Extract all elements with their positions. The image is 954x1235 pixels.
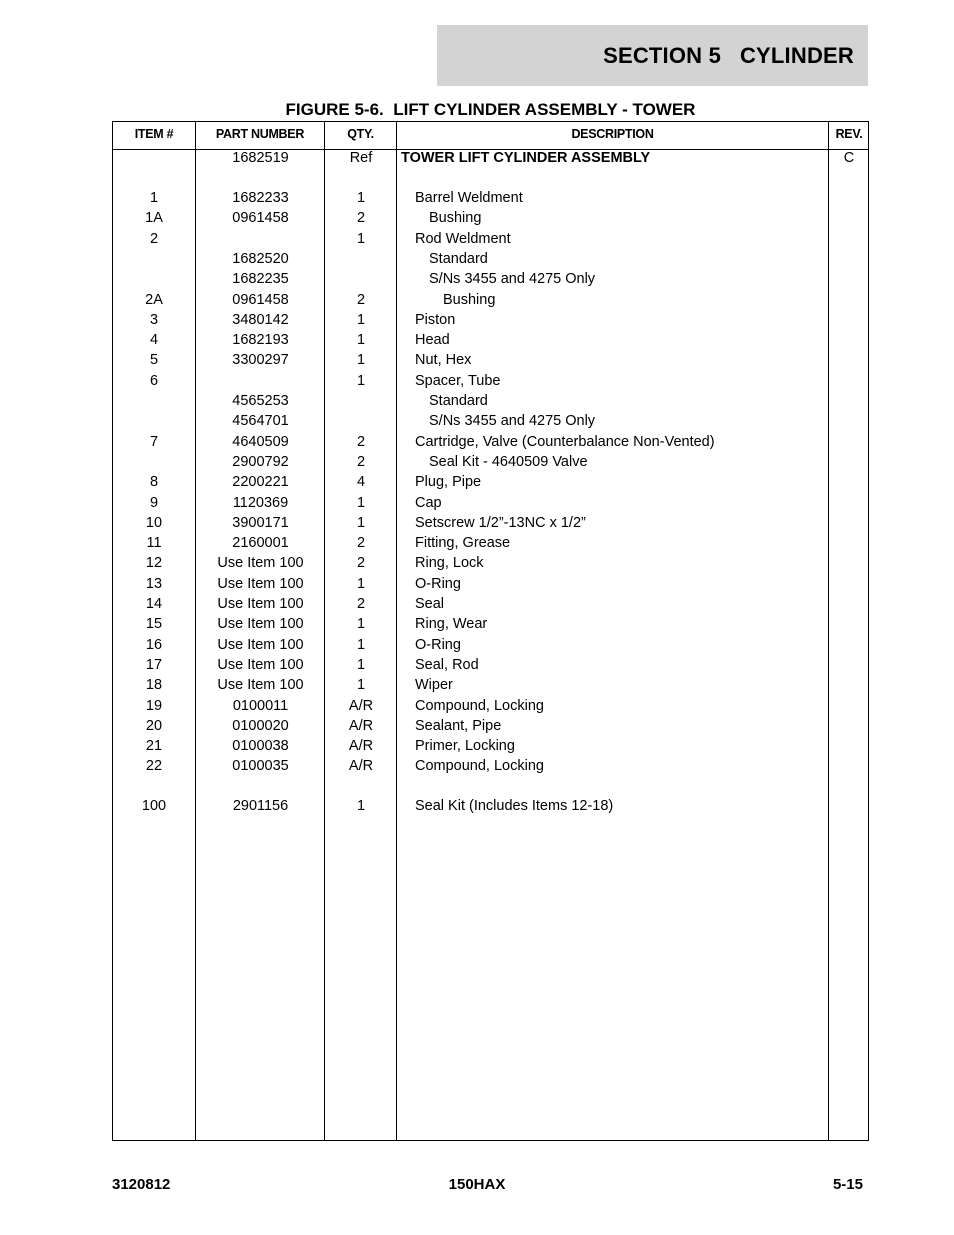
cell-qty: 4 bbox=[356, 474, 366, 491]
table-row bbox=[113, 574, 868, 594]
table-row bbox=[113, 736, 868, 756]
cell-description: Seal bbox=[415, 596, 445, 612]
cell-qty: 1 bbox=[356, 636, 366, 653]
cell-qty: 2 bbox=[356, 596, 366, 612]
cell-description: Cap bbox=[415, 494, 442, 511]
cell-item-number: 1 bbox=[149, 190, 159, 206]
cell-description: Fitting, Grease bbox=[415, 535, 511, 552]
cell-qty: A/R bbox=[348, 738, 374, 755]
cell-part-number: 0100020 bbox=[232, 717, 289, 734]
cell-part-number: Use Item 100 bbox=[217, 596, 304, 612]
footer-page-number: 5-15 bbox=[832, 1176, 863, 1193]
parts-table bbox=[112, 121, 869, 1141]
cell-qty: 2 bbox=[356, 535, 366, 552]
cell-part-number: 4640509 bbox=[232, 433, 289, 450]
column-header-part-number: PART NUMBER bbox=[215, 127, 305, 141]
cell-description: Plug, Pipe bbox=[415, 474, 482, 491]
table-row bbox=[113, 472, 868, 492]
table-row bbox=[113, 716, 868, 736]
cell-item-number: 17 bbox=[145, 656, 163, 673]
cell-qty: 1 bbox=[356, 656, 366, 673]
table-row bbox=[113, 229, 868, 249]
table-row bbox=[113, 614, 868, 634]
cell-item-number: 8 bbox=[149, 474, 159, 491]
table-row bbox=[113, 452, 868, 472]
cell-qty: 1 bbox=[356, 575, 366, 592]
cell-part-number: 0100038 bbox=[232, 738, 289, 755]
cell-part-number: Use Item 100 bbox=[217, 656, 304, 673]
cell-description: Piston bbox=[415, 311, 456, 328]
table-row bbox=[113, 594, 868, 614]
table-row bbox=[113, 290, 868, 310]
table-row bbox=[113, 310, 868, 330]
cell-qty: 1 bbox=[356, 372, 366, 389]
cell-part-number: 0100011 bbox=[232, 697, 289, 714]
cell-description: O-Ring bbox=[415, 636, 461, 653]
cell-description: Wiper bbox=[415, 677, 453, 694]
column-header-description: DESCRIPTION bbox=[571, 127, 654, 141]
cell-description: Bushing bbox=[429, 210, 482, 227]
cell-part-number: 3900171 bbox=[232, 514, 289, 531]
cell-qty: 1 bbox=[356, 230, 366, 247]
cell-description: Ring, Lock bbox=[415, 555, 484, 572]
cell-part-number: 1120369 bbox=[232, 494, 289, 511]
cell-qty: A/R bbox=[348, 697, 374, 714]
cell-description: Seal Kit (Includes Items 12-18) bbox=[415, 798, 614, 815]
table-row bbox=[113, 188, 868, 208]
footer-document-number: 3120812 bbox=[112, 1176, 171, 1193]
cell-qty: A/R bbox=[348, 758, 374, 775]
cell-description: Primer, Locking bbox=[415, 738, 515, 755]
cell-qty: 2 bbox=[356, 555, 366, 572]
table-row bbox=[113, 208, 868, 228]
cell-item-number: 100 bbox=[141, 798, 167, 815]
cell-part-number: 4565253 bbox=[232, 393, 289, 409]
table-row bbox=[113, 269, 868, 289]
cell-description: Compound, Locking bbox=[415, 697, 544, 714]
cell-item-number: 13 bbox=[145, 575, 163, 592]
cell-qty: 1 bbox=[356, 616, 366, 633]
cell-description: Compound, Locking bbox=[415, 758, 544, 775]
cell-part-number: 2160001 bbox=[232, 535, 289, 552]
figure-title: FIGURE 5-6. LIFT CYLINDER ASSEMBLY - TOWER bbox=[285, 100, 696, 119]
cell-part-number: 0100035 bbox=[232, 758, 289, 775]
table-row bbox=[113, 432, 868, 452]
column-header-item: ITEM # bbox=[134, 127, 174, 141]
cell-item-number: 3 bbox=[149, 311, 159, 328]
cell-part-number: Use Item 100 bbox=[217, 555, 304, 572]
table-row bbox=[113, 493, 868, 513]
table-row bbox=[113, 635, 868, 655]
cell-part-number: 2901156 bbox=[232, 798, 289, 815]
cell-qty: Ref bbox=[349, 150, 373, 166]
cell-part-number: Use Item 100 bbox=[217, 616, 304, 633]
cell-part-number: 0961458 bbox=[232, 291, 289, 308]
section-title: SECTION 5 CYLINDER bbox=[603, 42, 854, 68]
table-row bbox=[113, 148, 868, 168]
section-header bbox=[437, 25, 868, 86]
table-row bbox=[113, 411, 868, 431]
cell-item-number: 1A bbox=[145, 210, 163, 227]
cell-description: Barrel Weldment bbox=[415, 190, 523, 206]
cell-description: Seal Kit - 4640509 Valve bbox=[429, 453, 588, 470]
table-row bbox=[113, 533, 868, 553]
cell-part-number: 1682235 bbox=[232, 271, 289, 288]
table-row bbox=[113, 391, 868, 411]
cell-description: Standard bbox=[429, 250, 488, 267]
cell-description: TOWER LIFT CYLINDER ASSEMBLY bbox=[401, 150, 651, 166]
cell-part-number: 2200221 bbox=[232, 474, 289, 491]
cell-description: Ring, Wear bbox=[415, 616, 488, 633]
table-row bbox=[113, 696, 868, 716]
cell-description: S/Ns 3455 and 4275 Only bbox=[429, 413, 596, 430]
cell-item-number: 2 bbox=[149, 230, 159, 247]
cell-qty: 1 bbox=[356, 798, 366, 815]
table-row bbox=[113, 655, 868, 675]
cell-qty: A/R bbox=[348, 717, 374, 734]
cell-rev: C bbox=[843, 150, 855, 166]
cell-description: Spacer, Tube bbox=[415, 372, 501, 389]
table-row bbox=[113, 553, 868, 573]
cell-item-number: 2A bbox=[145, 291, 163, 308]
cell-part-number: 2900792 bbox=[232, 453, 289, 470]
cell-item-number: 18 bbox=[145, 677, 163, 694]
cell-qty: 1 bbox=[356, 311, 366, 328]
cell-qty: 2 bbox=[356, 433, 366, 450]
cell-description: Setscrew 1/2”-13NC x 1/2” bbox=[415, 514, 586, 531]
table-row bbox=[113, 371, 868, 391]
cell-item-number: 21 bbox=[145, 738, 163, 755]
cell-qty: 2 bbox=[356, 291, 366, 308]
cell-part-number: Use Item 100 bbox=[217, 575, 304, 592]
cell-item-number: 15 bbox=[145, 616, 163, 633]
cell-part-number: 1682519 bbox=[232, 150, 289, 166]
cell-description: Nut, Hex bbox=[415, 352, 472, 369]
table-row bbox=[113, 513, 868, 533]
column-header-qty: QTY. bbox=[347, 127, 374, 141]
cell-part-number: 4564701 bbox=[232, 413, 289, 430]
cell-description: Rod Weldment bbox=[415, 230, 511, 247]
cell-item-number: 6 bbox=[149, 372, 159, 389]
cell-part-number: 1682233 bbox=[232, 190, 289, 206]
cell-item-number: 16 bbox=[145, 636, 163, 653]
cell-description: Bushing bbox=[443, 291, 496, 308]
cell-qty: 1 bbox=[356, 514, 366, 531]
cell-description: Sealant, Pipe bbox=[415, 717, 502, 734]
cell-part-number: Use Item 100 bbox=[217, 677, 304, 694]
table-row bbox=[113, 796, 868, 816]
cell-description: O-Ring bbox=[415, 575, 461, 592]
cell-qty: 1 bbox=[356, 190, 366, 206]
cell-item-number: 19 bbox=[145, 697, 163, 714]
cell-part-number: 1682520 bbox=[232, 250, 289, 267]
cell-part-number: 0961458 bbox=[232, 210, 289, 227]
table-row bbox=[113, 756, 868, 776]
cell-description: Head bbox=[415, 332, 450, 349]
cell-description: Standard bbox=[429, 393, 488, 409]
cell-part-number: 1682193 bbox=[232, 332, 289, 349]
column-header-rev: REV. bbox=[835, 127, 863, 141]
cell-part-number: Use Item 100 bbox=[217, 636, 304, 653]
cell-item-number: 11 bbox=[146, 535, 162, 552]
cell-item-number: 20 bbox=[145, 717, 163, 734]
cell-item-number: 5 bbox=[149, 352, 159, 369]
cell-qty: 1 bbox=[356, 677, 366, 694]
cell-part-number: 3300297 bbox=[232, 352, 289, 369]
table-row bbox=[113, 330, 868, 350]
cell-item-number: 10 bbox=[145, 514, 163, 531]
cell-qty: 1 bbox=[356, 494, 366, 511]
table-row bbox=[113, 350, 868, 370]
cell-item-number: 9 bbox=[149, 494, 159, 511]
cell-description: Seal, Rod bbox=[415, 656, 479, 673]
cell-qty: 2 bbox=[356, 210, 366, 227]
cell-item-number: 7 bbox=[149, 433, 159, 450]
cell-description: Cartridge, Valve (Counterbalance Non-Vented) bbox=[415, 433, 715, 450]
cell-qty: 2 bbox=[356, 453, 366, 470]
cell-item-number: 22 bbox=[145, 758, 163, 775]
cell-item-number: 4 bbox=[149, 332, 159, 349]
cell-item-number: 12 bbox=[145, 555, 163, 572]
cell-item-number: 14 bbox=[145, 596, 163, 612]
table-row bbox=[113, 675, 868, 695]
cell-part-number: 3480142 bbox=[232, 311, 289, 328]
cell-qty: 1 bbox=[356, 332, 366, 349]
table-row bbox=[113, 249, 868, 269]
cell-description: S/Ns 3455 and 4275 Only bbox=[429, 271, 596, 288]
cell-qty: 1 bbox=[356, 352, 366, 369]
footer-model: 150HAX bbox=[448, 1176, 506, 1193]
